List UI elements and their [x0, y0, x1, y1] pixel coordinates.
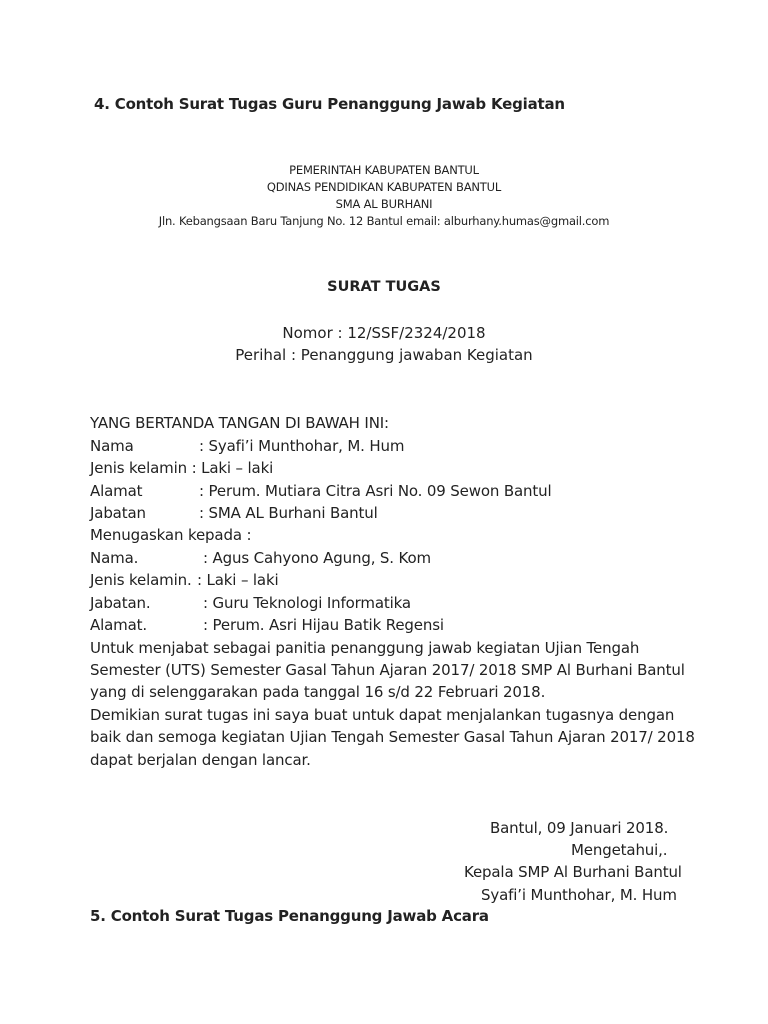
assignee-position-row: [90, 594, 411, 612]
signer-name-row: [90, 437, 404, 455]
signer-position-label: Jabatan: [90, 504, 146, 522]
letterhead-address: Jln. Kebangsaan Baru Tanjung No. 12 Bantul email: alburhany.humas@gmail.com: [158, 214, 610, 228]
paragraph-1-line-1: Untuk menjabat sebagai panitia penanggung jawab kegiatan Ujian Tengah: [90, 639, 640, 657]
section-5-heading: 5. Contoh Surat Tugas Penanggung Jawab Acara: [90, 907, 489, 925]
signature-place-date: Bantul, 09 Januari 2018.: [490, 819, 669, 837]
assignee-position-value: : Guru Teknologi Informatika: [203, 594, 411, 612]
signature-position: Kepala SMP Al Burhani Bantul: [464, 863, 682, 881]
assignee-gender-value: : Laki – laki: [197, 571, 279, 589]
paragraph-2-line-3: dapat berjalan dengan lancar.: [90, 751, 311, 769]
signer-name-value: : Syafi’i Munthohar, M. Hum: [199, 437, 405, 455]
paragraph-2-line-1: Demikian surat tugas ini saya buat untuk dapat menjalankan tugasnya dengan: [90, 706, 675, 724]
signer-address-label: Alamat: [90, 482, 143, 500]
section-4-heading: 4. Contoh Surat Tugas Guru Penanggung Jawab Kegiatan: [94, 95, 565, 113]
signer-address-value: : Perum. Mutiara Citra Asri No. 09 Sewon Bantul: [199, 482, 552, 500]
letterhead-school: SMA AL BURHANI: [335, 197, 433, 211]
signer-name-label: Nama: [90, 437, 134, 455]
letter-subject: Perihal : Penanggung jawaban Kegiatan: [235, 346, 533, 364]
paragraph-1-line-3: yang di selenggarakan pada tanggal 16 s/d 22 Februari 2018.: [90, 683, 546, 701]
letter-number: Nomor : 12/SSF/2324/2018: [282, 324, 486, 342]
assign-intro: Menugaskan kepada :: [90, 526, 252, 544]
paragraph-1-line-2: Semester (UTS) Semester Gasal Tahun Ajaran 2017/ 2018 SMP Al Burhani Bantul: [90, 661, 685, 679]
assignee-name-label: Nama.: [90, 549, 139, 567]
letterhead-government: PEMERINTAH KABUPATEN BANTUL: [289, 163, 479, 177]
assignee-name-value: : Agus Cahyono Agung, S. Kom: [203, 549, 431, 567]
signer-address-row: [90, 482, 552, 500]
assignee-address-value: : Perum. Asri Hijau Batik Regensi: [203, 616, 444, 634]
signer-gender-row: Jenis kelamin : Laki – laki: [90, 459, 274, 477]
assignee-gender-label: Jenis kelamin.: [90, 571, 192, 589]
paragraph-2-line-2: baik dan semoga kegiatan Ujian Tengah Semester Gasal Tahun Ajaran 2017/ 2018: [90, 728, 695, 746]
assignee-gender-row: [90, 571, 279, 589]
assignee-address-row: [90, 616, 444, 634]
assignee-address-label: Alamat.: [90, 616, 148, 634]
letterhead-department: QDINAS PENDIDIKAN KABUPATEN BANTUL: [266, 180, 502, 194]
signature-name: Syafi’i Munthohar, M. Hum: [481, 886, 677, 904]
signature-acknowledged: Mengetahui,.: [571, 841, 668, 859]
signer-position-row: [90, 504, 378, 522]
letter-title: SURAT TUGAS: [327, 279, 441, 295]
assignee-position-label: Jabatan.: [90, 594, 151, 612]
assignee-name-row: [90, 549, 431, 567]
signer-position-value: : SMA AL Burhani Bantul: [199, 504, 378, 522]
intro-line: YANG BERTANDA TANGAN DI BAWAH INI:: [90, 414, 389, 432]
